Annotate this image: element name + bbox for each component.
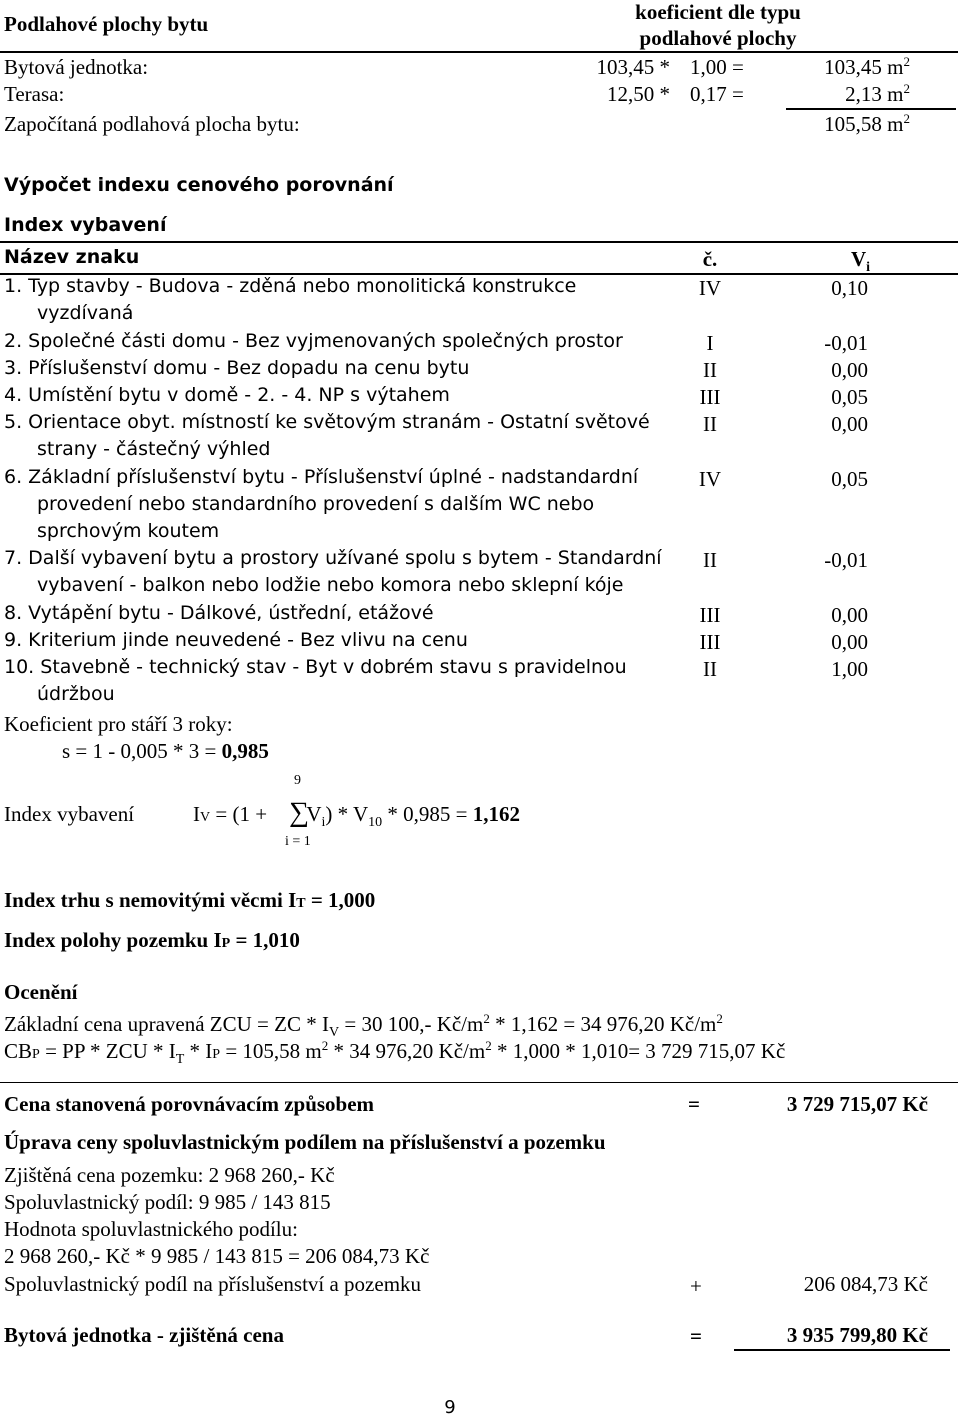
table-row-cont: provedení nebo standardního provedení s dalším WC nebo bbox=[37, 493, 595, 515]
valuation-title: Ocenění bbox=[4, 980, 78, 1004]
table-row-cont: sprchovým koutem bbox=[37, 520, 220, 542]
table-row-cont: údržbou bbox=[37, 683, 115, 705]
market-index: Index trhu s nemovitými věcmi IT = 1,000 bbox=[4, 888, 376, 912]
adjusted-base-price: Základní cena upravená ZCU = ZC * $I_V = 30$ 100,- $Kč/m^2 * 1,162 = 34$ 976,20 $Kč/m^2$ bbox=[4, 1011, 723, 1041]
share-value-label: Hodnota spoluvlastnického podílu: bbox=[4, 1217, 298, 1241]
comparative-price-eq: = bbox=[688, 1092, 700, 1116]
table-row: 2. Společné části domu - Bez vyjmenovaných společných prostor bbox=[4, 330, 623, 352]
age-coef-formula: s = 1 - 0,005 * 3 = 0,985 bbox=[62, 739, 269, 763]
area-value-terrace: 12,50 * bbox=[607, 82, 670, 106]
coef-header-line1: koeficient dle typu bbox=[635, 0, 801, 24]
table-row: 5. Orientace obyt. místností ke světovým stranám - Ostatní světové bbox=[4, 411, 650, 433]
table-cell-v: -0,01 bbox=[824, 331, 868, 355]
table-cell-no: II bbox=[703, 657, 717, 681]
area-coef-terrace: 0,17 = bbox=[690, 82, 744, 106]
final-price-value: 3 935 799,80 Kč bbox=[786, 1323, 928, 1347]
age-coef-label: Koeficient pro stáří 3 roky: bbox=[4, 712, 233, 736]
table-cell-v: 0,05 bbox=[831, 385, 868, 409]
table-cell-v: 0,00 bbox=[831, 358, 868, 382]
area-result-terrace: 2,13 $m^2$ bbox=[845, 81, 910, 106]
table-cell-no: III bbox=[699, 630, 721, 654]
table-row: 4. Umístění bytu v domě - 2. - 4. NP s výtahem bbox=[4, 384, 450, 406]
table-row: 6. Základní příslušenství bytu - Příslušenství úplné - nadstandardní bbox=[4, 466, 639, 488]
table-row-cont: strany - částečný výhled bbox=[37, 438, 271, 460]
table-row: 3. Příslušenství domu - Bez dopadu na cenu bytu bbox=[4, 357, 470, 379]
share-amenities-value: 206 084,73 Kč bbox=[803, 1272, 928, 1296]
table-cell-no: II bbox=[703, 358, 717, 382]
table-header-v: $V_i$ bbox=[850, 247, 870, 276]
index-formula: IV = $(1 + V_i) * V_{10} * 0,985 = 1,162$ bbox=[193, 802, 520, 831]
table-row: 8. Vytápění bytu - Dálkové, ústřední, etážové bbox=[4, 602, 434, 624]
sum-underline bbox=[786, 108, 956, 110]
adjustment-title: Úprava ceny spoluvlastnickým podílem na příslušenství a pozemku bbox=[4, 1130, 606, 1154]
sum-lower-limit: i = 1 bbox=[285, 834, 311, 849]
section-title-equipment-index: Index vybavení bbox=[4, 214, 167, 236]
table-cell-no: II bbox=[703, 548, 717, 572]
area-label-unit: Bytová jednotka: bbox=[4, 55, 149, 79]
table-cell-no: III bbox=[699, 385, 721, 409]
final-price-underline bbox=[734, 1349, 950, 1351]
comparative-price-formula: CBP = PP * ZCU * $I_T$ * IP = 105,58 $m^2 * 34$ 976,20 $Kč/m^2 * 1,000 * 1,010= 3$ 729 715,07 Kč bbox=[4, 1038, 786, 1068]
section-title-floor-areas: Podlahové plochy bytu bbox=[4, 12, 209, 36]
coef-header-line2: podlahové plochy bbox=[639, 26, 797, 50]
share-value-formula: 2 968 260,- Kč * 9 985 / 143 815 = 206 084,73 Kč bbox=[4, 1244, 430, 1268]
table-cell-no: II bbox=[703, 412, 717, 436]
table-cell-v: 1,00 bbox=[831, 657, 868, 681]
counted-area-value: 105,58 $m^2$ bbox=[824, 111, 910, 136]
co-ownership-share: Spoluvlastnický podíl: 9 985 / 143 815 bbox=[4, 1190, 331, 1214]
comparative-price-label: Cena stanovená porovnávacím způsobem bbox=[4, 1092, 375, 1116]
area-coef-unit: 1,00 = bbox=[690, 55, 744, 79]
table-header-name: Název znaku bbox=[4, 246, 140, 268]
table-row-cont: vyzdívaná bbox=[37, 302, 134, 324]
page-number: 9 bbox=[444, 1397, 456, 1418]
table-cell-no: I bbox=[706, 331, 714, 355]
final-price-eq: = bbox=[690, 1324, 702, 1348]
table-cell-no: III bbox=[699, 603, 721, 627]
table-header-no: č. bbox=[702, 247, 718, 271]
sum-symbol: ∑ bbox=[289, 797, 309, 828]
section-title-price-index: Výpočet indexu cenového porovnání bbox=[4, 174, 394, 196]
area-value-unit: 103,45 * bbox=[596, 55, 670, 79]
share-amenities-label: Spoluvlastnický podíl na příslušenství a pozemku bbox=[4, 1272, 422, 1296]
table-cell-v: 0,00 bbox=[831, 630, 868, 654]
table-cell-no: IV bbox=[698, 276, 722, 300]
location-index: Index polohy pozemku IP = 1,010 bbox=[4, 928, 300, 952]
area-result-unit: 103,45 $m^2$ bbox=[824, 54, 910, 79]
table-cell-v: 0,10 bbox=[831, 276, 868, 300]
final-price-label: Bytová jednotka - zjištěná cena bbox=[4, 1323, 284, 1347]
table-cell-v: 0,00 bbox=[831, 412, 868, 436]
header-divider bbox=[0, 51, 958, 53]
table-row: 10. Stavebně - technický stav - Byt v dobrém stavu s pravidelnou bbox=[4, 656, 627, 678]
index-formula-label: Index vybavení bbox=[4, 802, 135, 826]
table-cell-v: -0,01 bbox=[824, 548, 868, 572]
equip-divider bbox=[0, 241, 958, 243]
land-price: Zjištěná cena pozemku: 2 968 260,- Kč bbox=[4, 1163, 335, 1187]
table-cell-v: 0,05 bbox=[831, 467, 868, 491]
table-row: 9. Kriterium jinde neuvedené - Bez vlivu na cenu bbox=[4, 629, 468, 651]
table-row: 1. Typ stavby - Budova - zděná nebo monolitická konstrukce bbox=[4, 275, 577, 297]
table-cell-v: 0,00 bbox=[831, 603, 868, 627]
share-plus: + bbox=[690, 1274, 702, 1298]
counted-area-label: Započítaná podlahová plocha bytu: bbox=[4, 112, 300, 136]
table-cell-no: IV bbox=[698, 467, 722, 491]
table-row-cont: vybavení - balkon nebo lodžie nebo komora nebo sklepní kóje bbox=[37, 574, 624, 596]
valuation-divider bbox=[0, 1082, 958, 1083]
area-label-terrace: Terasa: bbox=[4, 82, 65, 106]
comparative-price-value: 3 729 715,07 Kč bbox=[786, 1092, 928, 1116]
table-row: 7. Další vybavení bytu a prostory užívané spolu s bytem - Standardní bbox=[4, 547, 662, 569]
sum-upper-limit: 9 bbox=[294, 773, 301, 788]
